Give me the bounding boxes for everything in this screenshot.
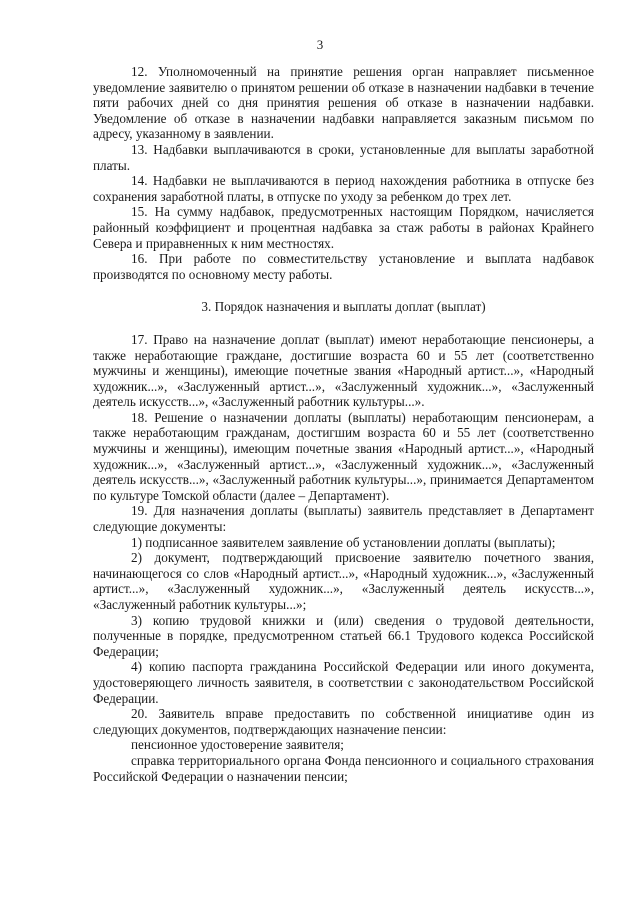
paragraph-15: 15. На сумму надбавок, предусмотренных настоящим Порядком, начисляется районный коэффициент и процентная надбавка за стаж работы в районах Крайнего Севера и приравненных к ним местностях. [93,204,594,251]
paragraph-19: 19. Для назначения доплаты (выплаты) заявитель представляет в Департамент следующие документы: [93,503,594,535]
paragraph-16: 16. При работе по совместительству установление и выплата надбавок производятся по основному месту работы. [93,251,594,282]
spacer [93,315,594,332]
page-number: 3 [316,37,324,52]
document-body [93,64,594,784]
list-item-3: 3) копию трудовой книжки и (или) сведения о трудовой деятельности, полученные в порядке, предусмотренном статьей 66.1 Трудового кодекса Российской Федерации; [93,612,594,659]
paragraph-18: 18. Решение о назначении доплаты (выплаты) неработающим пенсионерам, а также неработающим гражданам, достигшим возраста 60 и 55 лет (соответственно мужчины и женщины), имеющим почетные звания «Народный артист...», «Народный художник...», «Заслуженный артист...», «Заслуженный художник...», «Заслуженный деятель искусств...», «Заслуженный работник культуры...», принимается Департаментом по культуре Томской области (далее – Департамент). [93,409,594,503]
list-item-pension-fund-certificate: справка территориального органа Фонда пенсионного и социального страхования Российской Федерации о назначении пенсии; [93,752,594,784]
paragraph-20: 20. Заявитель вправе предоставить по собственной инициативе один из следующих документов, подтверждающих назначение пенсии: [93,706,594,737]
list-item-4: 4) копию паспорта гражданина Российской Федерации или иного документа, удостоверяющего личность заявителя, в соответствии с законодательством Российской Федерации. [93,659,594,706]
spacer [93,282,594,299]
section-heading: 3. Порядок назначения и выплаты доплат (выплат) [201,299,486,315]
paragraph-17: 17. Право на назначение доплат (выплат) имеют неработающие пенсионеры, а также неработающие граждане, достигшие возраста 60 и 55 лет (соответственно мужчины и женщины), имеющие почетные звания «Народный артист...», «Народный художник...», «Заслуженный артист...», «Заслуженный художник...», «Заслуженный деятель искусств...», «Заслуженный работник культуры...». [93,331,594,410]
list-item-pension-certificate: пенсионное удостоверение заявителя; [131,737,344,753]
paragraph-13: 13. Надбавки выплачиваются в сроки, установленные для выплаты заработной платы. [93,141,594,173]
list-item-1: 1) подписанное заявителем заявление об установлении доплаты (выплаты); [131,534,556,550]
list-item-2: 2) документ, подтверждающий присвоение заявителю почетного звания, начинающегося со слов «Народный артист...», «Народный художник...», «Заслуженный артист...», «Заслуженный художник...», «Заслуженный деятель искусств...», «Заслуженный работник культуры...»; [93,550,594,612]
paragraph-12: 12. Уполномоченный на принятие решения орган направляет письменное уведомление заявителю о принятом решении об отказе в назначении надбавки в течение пяти рабочих дней со дня принятия решения об отказе в назначении надбавки. Уведомление об отказе в назначении надбавки направляется заказным письмом по адресу, указанному в заявлении. [93,64,594,142]
paragraph-14: 14. Надбавки не выплачиваются в период нахождения работника в отпуске без сохранения заработной платы, в отпуске по уходу за ребенком до трех лет. [93,173,594,204]
